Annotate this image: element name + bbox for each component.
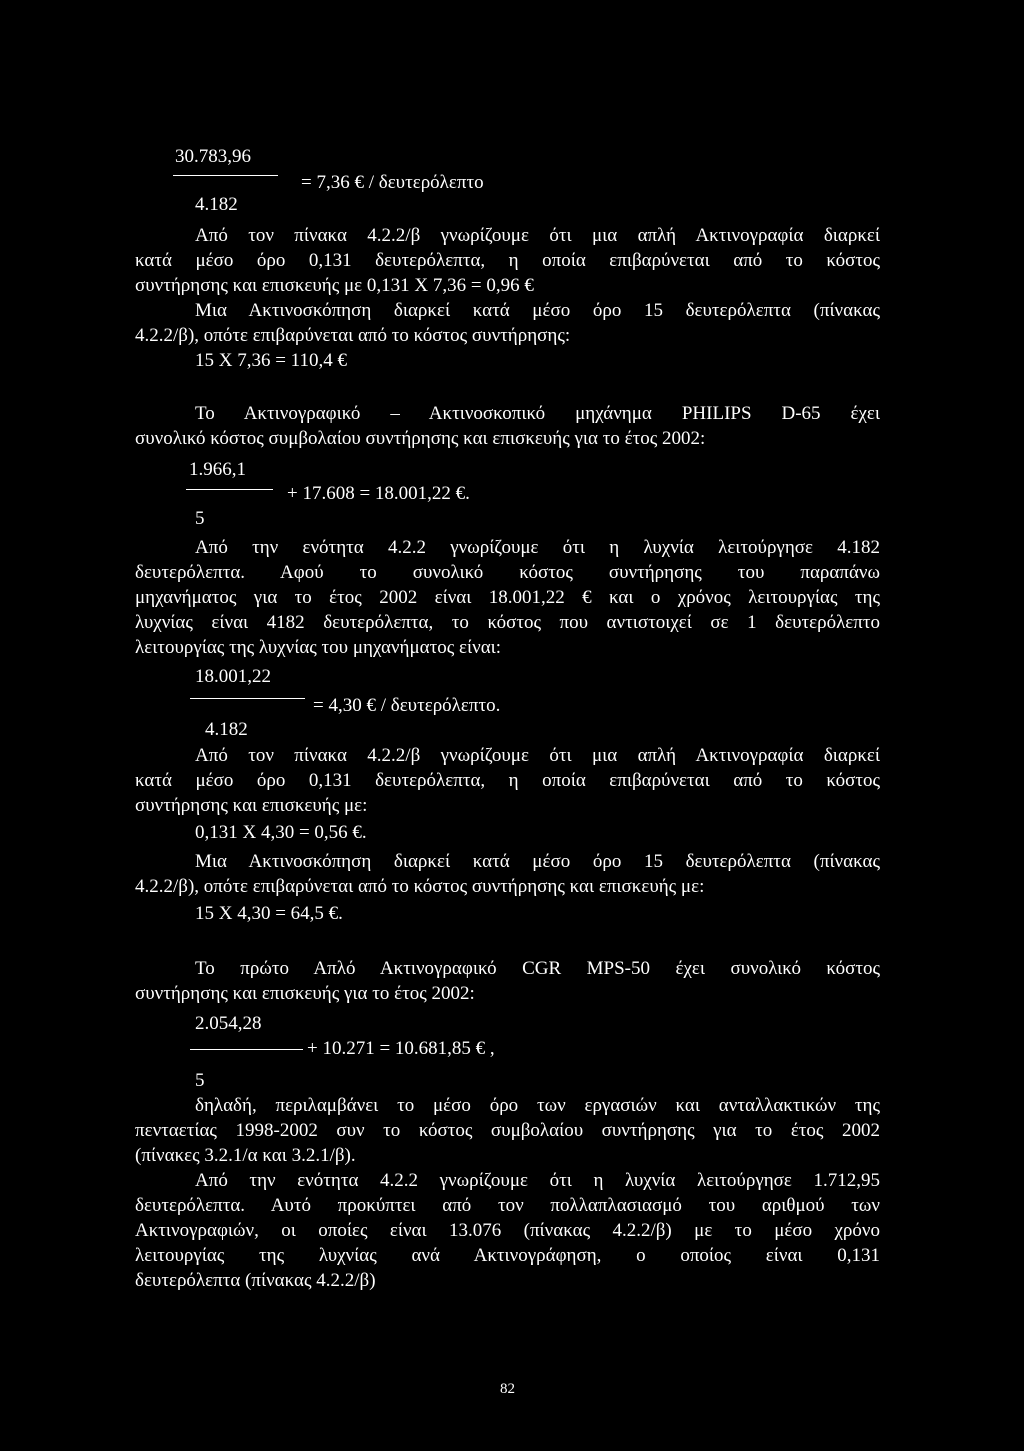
calc1-numerator: 30.783,96 bbox=[175, 146, 251, 167]
para2-line: συνολικό κόστος συμβολαίου συντήρησης και επισκευής για το έτος 2002: bbox=[135, 428, 706, 449]
para4-line: 4.2.2/β), οπότε επιβαρύνεται από το κόστος συντήρησης και επισκευής με: bbox=[135, 876, 705, 897]
para1-line: 4.2.2/β), οπότε επιβαρύνεται από το κόστος συντήρησης: bbox=[135, 325, 571, 346]
calc3-numerator: 18.001,22 bbox=[195, 666, 271, 687]
page-number: 82 bbox=[500, 1381, 515, 1397]
para6-line: δευτερόλεπτα. Αυτό προκύπτει από τον πολλαπλασιασμό του αριθμού των bbox=[135, 1195, 880, 1216]
calc1-denominator: 4.182 bbox=[195, 194, 238, 215]
para1-line: συντήρησης και επισκευής με 0,131 X 7,36 = 0,96 € bbox=[135, 275, 534, 296]
para3-line: δευτερόλεπτα. Αφού το συνολικό κόστος συντήρησης του παραπάνω bbox=[135, 562, 880, 583]
para4-line: Μια Ακτινοσκόπηση διαρκεί κατά μέσο όρο 15 δευτερόλεπτα (πίνακας bbox=[195, 851, 880, 872]
calc3-result: = 4,30 € / δευτερόλεπτο. bbox=[313, 695, 501, 716]
para3-line: Από την ενότητα 4.2.2 γνωρίζουμε ότι η λυχνία λειτούργησε 4.182 bbox=[195, 537, 880, 558]
calc3-fraction-bar bbox=[190, 698, 305, 699]
para6-line: λειτουργίας της λυχνίας ανά Ακτινογράφηση, ο οποίος είναι 0,131 bbox=[135, 1245, 880, 1266]
para4-line: κατά μέσο όρο 0,131 δευτερόλεπτα, η οποία επιβαρύνεται από το κόστος bbox=[135, 770, 880, 791]
para6-line: Ακτινογραφιών, οι οποίες είναι 13.076 (πίνακας 4.2.2/β) με το μέσο χρόνο bbox=[135, 1220, 880, 1241]
para2-line: Το Ακτινογραφικό – Ακτινοσκοπικό μηχάνημα PHILIPS D-65 έχει bbox=[195, 403, 880, 424]
para4-line: 15 X 4,30 = 64,5 €. bbox=[195, 903, 343, 924]
para6-line: πενταετίας 1998-2002 συν το κόστος συμβολαίου συντήρησης για το έτος 2002 bbox=[135, 1120, 880, 1141]
para6-line: δευτερόλεπτα (πίνακας 4.2.2/β) bbox=[135, 1270, 376, 1291]
calc2-numerator: 1.966,1 bbox=[189, 459, 246, 480]
calc3-denominator: 4.182 bbox=[205, 719, 248, 740]
calc1-result: = 7,36 € / δευτερόλεπτο bbox=[301, 172, 484, 193]
para4-line: 0,131 X 4,30 = 0,56 €. bbox=[195, 822, 367, 843]
para1-line: Από τον πίνακα 4.2.2/β γνωρίζουμε ότι μια απλή Ακτινογραφία διαρκεί bbox=[195, 225, 880, 246]
calc4-denominator: 5 bbox=[195, 1070, 205, 1091]
para3-line: μηχανήματος για το έτος 2002 είναι 18.001,22 € και ο χρόνος λειτουργίας της bbox=[135, 587, 880, 608]
calc4-numerator: 2.054,28 bbox=[195, 1013, 262, 1034]
para5-line: συντήρησης και επισκευής για το έτος 2002: bbox=[135, 983, 475, 1004]
para6-line: δηλαδή, περιλαμβάνει το μέσο όρο των εργασιών και ανταλλακτικών της bbox=[195, 1095, 880, 1116]
para5-line: Το πρώτο Απλό Ακτινογραφικό CGR MPS-50 έχει συνολικό κόστος bbox=[195, 958, 880, 979]
calc4-fraction-bar bbox=[190, 1049, 303, 1050]
para1-line: κατά μέσο όρο 0,131 δευτερόλεπτα, η οποία επιβαρύνεται από το κόστος bbox=[135, 250, 880, 271]
para6-line: Από την ενότητα 4.2.2 γνωρίζουμε ότι η λυχνία λειτούργησε 1.712,95 bbox=[195, 1170, 880, 1191]
para1-line: Μια Ακτινοσκόπηση διαρκεί κατά μέσο όρο 15 δευτερόλεπτα (πίνακας bbox=[195, 300, 880, 321]
calc2-fraction-bar bbox=[186, 489, 273, 490]
calc2-result: + 17.608 = 18.001,22 €. bbox=[287, 483, 470, 504]
para1-line: 15 X 7,36 = 110,4 € bbox=[195, 350, 347, 371]
calc2-denominator: 5 bbox=[195, 508, 205, 529]
para3-line: λυχνίας είναι 4182 δευτερόλεπτα, το κόστος που αντιστοιχεί σε 1 δευτερόλεπτο bbox=[135, 612, 880, 633]
para3-line: λειτουργίας της λυχνίας του μηχανήματος είναι: bbox=[135, 637, 502, 658]
para4-line: Από τον πίνακα 4.2.2/β γνωρίζουμε ότι μια απλή Ακτινογραφία διαρκεί bbox=[195, 745, 880, 766]
para4-line: συντήρησης και επισκευής με: bbox=[135, 795, 368, 816]
para6-line: (πίνακες 3.2.1/α και 3.2.1/β). bbox=[135, 1145, 356, 1166]
calc1-fraction-bar bbox=[173, 175, 278, 176]
calc4-result: + 10.271 = 10.681,85 € , bbox=[307, 1038, 495, 1059]
